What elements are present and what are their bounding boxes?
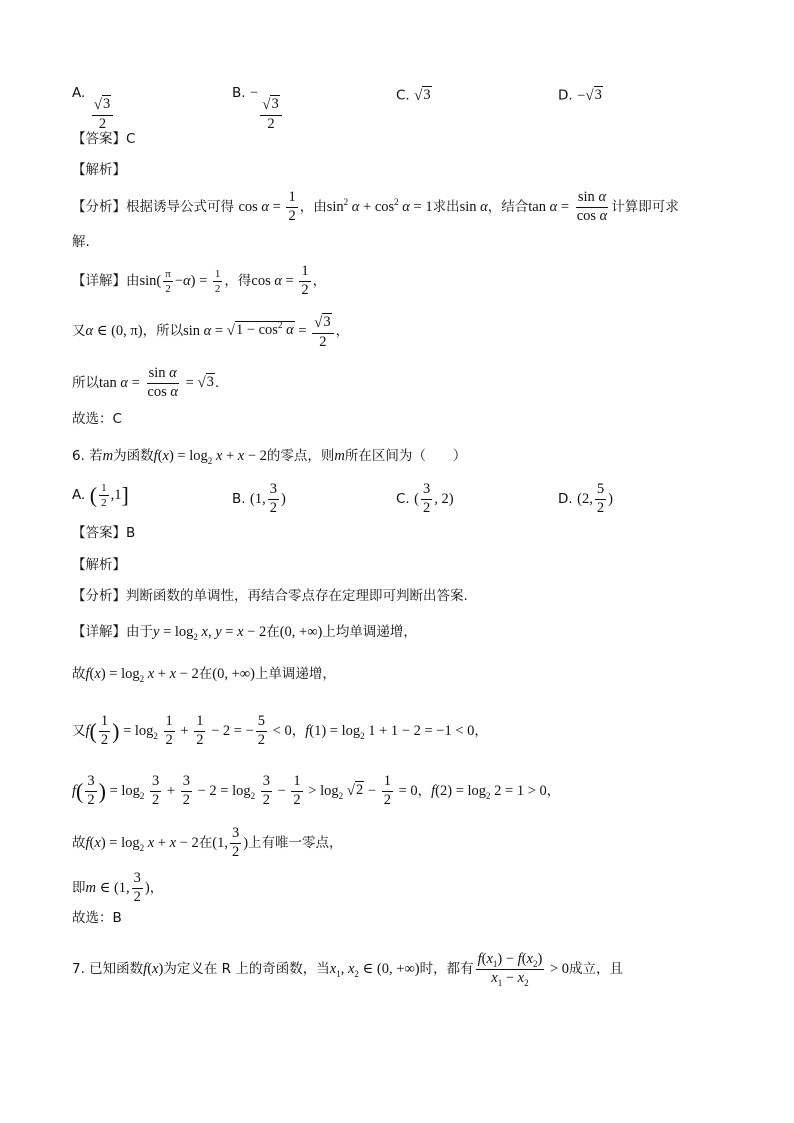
detail-text: ， [291, 722, 306, 739]
detail-text: 在 [266, 624, 280, 640]
detail-text: ， [474, 722, 488, 739]
q6-option-a: A. ( $\frac{1}{2}$ ,1] [72, 482, 129, 510]
q6-detail-2: 故$f(x) = \log_2 x + x - 2$在(0, +∞)上单调递增， [72, 666, 336, 684]
detail-text: . [214, 374, 220, 391]
detail-text: 所以 [72, 374, 99, 391]
detail-text: 上单调递增， [254, 666, 336, 682]
fenxi-text: 求出 [432, 198, 460, 215]
q5-fenxi-cont: 解. [72, 234, 90, 250]
q5-detail-2: 又α ∈ (0, π)，所以sin α = √ $1 - \cos^2 \alpha$ = √ 3 2 ， [72, 314, 350, 350]
q5-option-a-label: A. [72, 85, 86, 101]
q6-detail-3: 又f( $\frac{1}{2}$ ) = $\log_2$ $\frac{1}{2}$ + $\frac{1}{2}$ − 2 = − $\frac{5}{2}$ < 0，$f(1) = \log_2 1 + 1 - 2 = -1 < 0$， [72, 713, 488, 748]
fenxi-text: 判断函数的单调性，再结合零点存在定理即可判断出答案. [126, 588, 468, 604]
q5-conclusion: 故选：C [72, 411, 122, 427]
detail-text: 即 [72, 879, 86, 896]
q6-conclusion: 故选：B [72, 910, 122, 926]
fenxi-text: ，结合 [487, 198, 529, 215]
fenxi-label: 【分析】 [72, 198, 126, 215]
q6-question: 6. 若m为函数$f(x) = \log_2 x + x - 2$的零点，则m所在区间为（ ） [72, 448, 467, 466]
fenxi-text: ，由 [299, 198, 327, 215]
answer-label: 【答案】 [72, 525, 126, 541]
question-text: 为函数 [113, 448, 154, 464]
q7-question: 7. 已知函数f(x)为定义在 R 上的奇函数，当$x_1$, $x_2$ ∈ (0, +∞)时，都有 $\frac{f(x_1) - f(x_2)}{x_1 - x_2}$ > 0成立，且 [72, 951, 623, 988]
q5-analysis-heading: 【解析】 [72, 162, 126, 178]
detail-text: 由于 [126, 624, 153, 640]
q6-detail-6: 即m ∈ (1, $\frac{3}{2}$ )， [72, 870, 164, 905]
q5-option-d-label: D. [558, 87, 573, 104]
answer-value: C [126, 131, 136, 147]
detail-text: 由 [126, 272, 140, 289]
q6-detail-5: 故$f(x) = \log_2 x + x - 2$在(1, $\frac{3}{2}$ )上有唯一零点， [72, 825, 343, 860]
q6-detail-4: f( $\frac{3}{2}$ ) = $\log_2$ $\frac{3}{2}$ + $\frac{3}{2}$ − $2 = \log_2$ $\frac{3}{2}$ − $\frac{1}{2}$ > $\log_2$ √ 2 − $\frac{1}{2}$ = 0，$f(2) = \log_2 2 = 1 > 0$， [72, 773, 561, 808]
question-text: 时，都有 [419, 960, 474, 977]
fenxi-text: 计算即可求 [611, 198, 679, 215]
q6-option-d-label: D. [558, 490, 573, 507]
detail-text: 在 [198, 666, 213, 682]
q5-option-b: B. − √ 3 2 [232, 86, 284, 133]
q6-option-c-label: C. [396, 490, 410, 507]
q5-option-a: A. √ 3 2 [72, 86, 115, 133]
q5-answer [72, 133, 135, 147]
detail-text: ， [149, 879, 164, 896]
q6-option-a-label: A. [72, 486, 86, 503]
answer-label: 【答案】 [72, 131, 126, 147]
detail-text: 上有唯一零点， [248, 834, 343, 851]
answer-value: B [126, 525, 136, 541]
detail-text: ， [335, 323, 350, 340]
detail-text: 在 [198, 834, 213, 851]
q5-detail-3: 所以tan α = $\frac{\text{sin α}}{\text{cos α}}$ = √ 3 . [72, 365, 220, 400]
q5-option-b-label: B. [232, 85, 246, 101]
question-text: 7. 已知函数 [72, 960, 144, 977]
q5-fenxi: 【分析】根据诱导公式可得 cos α = $\frac{1}{2}$ ，由$\sin^2 \alpha + \cos^2 \alpha = 1$求出sin α，结合tan α = $\frac{\text{sin α}}{\text{cos α}}$ 计算即可求 [72, 189, 679, 224]
fenxi-text: 根据诱导公式可得 [126, 198, 234, 215]
detail-text: 故 [72, 666, 86, 682]
q6-option-d: D. (2, $\frac{5}{2}$ ) [558, 481, 613, 516]
detail-text: 上均单调递增， [322, 624, 417, 640]
detail-text: ， [546, 782, 561, 799]
question-text: 成立，且 [569, 960, 623, 977]
q6-option-c: C. ( $\frac{3}{2}$ , 2) [396, 481, 454, 516]
detail-text: 又 [72, 323, 86, 340]
question-text: 6. 若 [72, 448, 103, 464]
question-text: 的零点，则 [266, 448, 335, 464]
fenxi-label: 【分析】 [72, 588, 126, 604]
detail-text: ，所以 [142, 323, 184, 340]
question-text: 所在区间为（ ） [344, 448, 467, 464]
q6-option-b-label: B. [232, 490, 246, 507]
q6-analysis-heading: 【解析】 [72, 557, 126, 573]
detail-text: ，得 [224, 272, 252, 289]
detail-label: 【详解】 [72, 272, 126, 289]
detail-text: ， [312, 272, 327, 289]
q6-option-b: B. (1, $\frac{3}{2}$ ) [232, 481, 286, 516]
q5-option-c-label: C. [396, 87, 410, 104]
q5-option-c: C. √ 3 [396, 87, 431, 104]
q5-option-d: D. − √ 3 [558, 87, 602, 104]
q6-fenxi [72, 590, 468, 604]
question-text: 为定义在 R 上的奇函数，当 [163, 960, 330, 977]
detail-text: 故 [72, 834, 86, 851]
q5-detail-1: 【详解】由sin( $\frac{\pi}{2}$ −α) = $\frac{1}{2}$ ，得cos α = $\frac{1}{2}$ ， [72, 263, 327, 298]
q6-detail-1: 【详解】由于$y = \log_2 x$, y = x − 2在(0, +∞)上均单调递增， [72, 624, 417, 642]
detail-text: ， [417, 782, 432, 799]
detail-text: 又 [72, 722, 86, 739]
detail-label: 【详解】 [72, 624, 126, 640]
q6-answer [72, 527, 135, 541]
